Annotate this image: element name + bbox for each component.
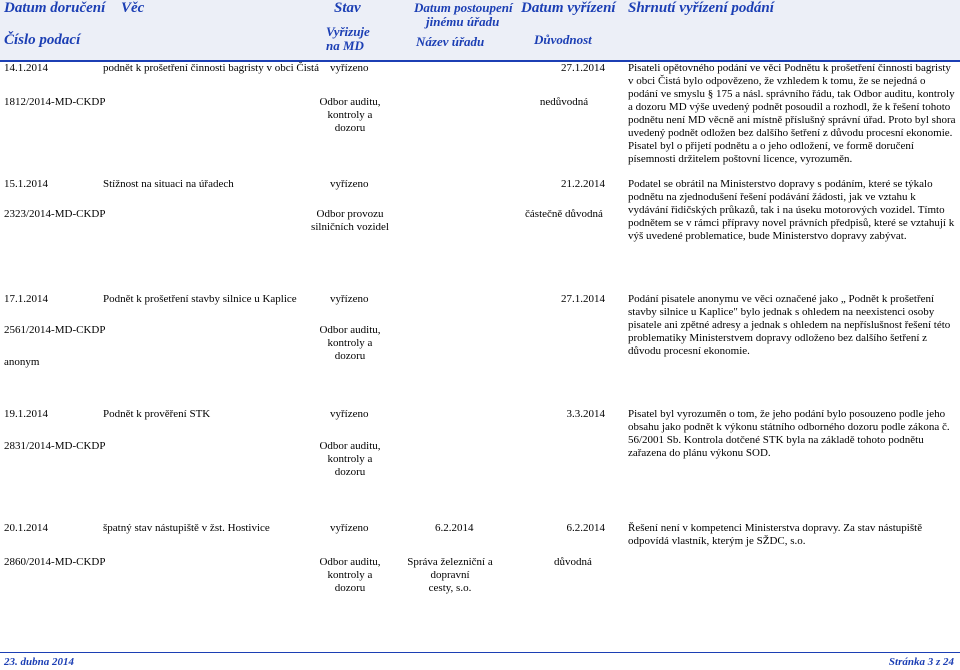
header-vyrizuje: Vyřizuje xyxy=(326,24,370,39)
shrnuti xyxy=(628,408,956,460)
stav: vyřízeno xyxy=(330,62,369,74)
cislo-podaci: 2561/2014-MD-CKDP xyxy=(4,324,106,336)
header-datum-postoupeni: Datum postoupení xyxy=(414,0,513,15)
shrnuti-paragraph: Podání pisatele anonymu ve věci označené jako „ Podnět k prošetření stavby silnice u Kaplice" bylo jednak s ohledem na neexistenci osoby pisatele ani zpětné adresy a jednak s ohledem na nepříslušnost řešení této problematiky Ministerstvem dopravy odloženo bez dalšího šetření z důvodu procesní ekonomie. xyxy=(628,293,951,357)
datum-vyrizeni: 21.2.2014 xyxy=(561,178,605,190)
vyrizuje xyxy=(305,556,395,595)
header-shrnuti: Shrnutí vyřízení podání xyxy=(628,0,774,16)
vyrizuje-line: kontroly a xyxy=(327,569,373,581)
shrnuti-paragraph: Podatel se obrátil na Ministerstvo dopravy s podáním, které se týkalo podnětu na zjednodušení řešení podávání žádosti, jak ve vztahu k vydávání řidičských průkazů, tak i na úseku motorových vozidel. Tímto podnětem se v rámci přípravy novel právních předpisů, které se vztahují k výš uvedené problematice, bude Ministerstvo dopravy zabývat. xyxy=(628,178,955,242)
cislo-podaci: 1812/2014-MD-CKDP xyxy=(4,96,106,108)
vyrizuje-line: silničních vozidel xyxy=(311,221,389,233)
stav: vyřízeno xyxy=(330,408,369,420)
vec: podnět k prošetření činnosti bagristy v obci Čistá xyxy=(103,62,319,74)
table-header xyxy=(0,0,960,60)
header-stav: Stav xyxy=(334,0,361,16)
header-datum-vyrizeni: Datum vyřízení xyxy=(521,0,616,16)
vyrizuje-line: kontroly a xyxy=(327,453,373,465)
vyrizuje-line: dozoru xyxy=(334,466,366,478)
vyrizuje-line: kontroly a xyxy=(327,337,373,349)
stav: vyřízeno xyxy=(330,178,369,190)
urad-line: Správa železniční a dopravní xyxy=(407,556,493,581)
datum-vyrizeni: 3.3.2014 xyxy=(566,408,605,420)
vyrizuje-line: dozoru xyxy=(334,582,366,594)
datum-postoupeni: 6.2.2014 xyxy=(435,522,474,534)
vyrizuje-line: dozoru xyxy=(334,350,366,362)
header-cislo-podaci: Číslo podací xyxy=(4,32,81,48)
header-duvodnost: Důvodnost xyxy=(534,32,592,47)
header-na-md: na MD xyxy=(326,38,364,53)
stav: vyřízeno xyxy=(330,522,369,534)
vyrizuje-line: kontroly a xyxy=(327,109,373,121)
shrnuti-paragraph: Pisatel byl o přijetí podnětu a o jeho odložení, ve formě doručení písemnosti držitelem poštovní licence, vyrozuměn. xyxy=(628,140,914,165)
vec: Podnět k prověření STK xyxy=(103,408,211,420)
shrnuti xyxy=(628,293,956,358)
cislo-podaci: 2860/2014-MD-CKDP xyxy=(4,556,106,568)
vyrizuje xyxy=(305,208,395,234)
duvodnost: částečně důvodná xyxy=(525,208,603,220)
pisatel: anonym xyxy=(4,356,40,368)
header-nazev-uradu: Název úřadu xyxy=(416,34,485,49)
datum-vyrizeni: 27.1.2014 xyxy=(561,62,605,74)
vyrizuje-line: Odbor provozu xyxy=(316,208,384,220)
nazev-uradu xyxy=(390,556,510,595)
footer-divider xyxy=(0,652,960,653)
shrnuti xyxy=(628,178,956,243)
vec: špatný stav nástupiště v žst. Hostivice xyxy=(103,522,270,534)
datum-vyrizeni: 6.2.2014 xyxy=(566,522,605,534)
footer-page-number: Stránka 3 z 24 xyxy=(888,656,954,668)
vyrizuje xyxy=(305,440,395,479)
datum-doruceni: 19.1.2014 xyxy=(4,408,48,420)
datum-doruceni: 20.1.2014 xyxy=(4,522,48,534)
datum-doruceni: 17.1.2014 xyxy=(4,293,48,305)
datum-doruceni: 14.1.2014 xyxy=(4,62,48,74)
shrnuti-paragraph: Pisateli opětovného podání ve věci Podnětu k prošetření činnosti bagristy v obci Čistá bylo odpovězeno, že vzhledem k tomu, že se nejedná o podání ve smyslu § 175 a násl. správního řádu, tak Odbor auditu, kontroly a dozoru MD výše uvedený podnět posoudil a rozhodl, že k řešení tohoto podnětu není MD věcně ani místně příslušný správní úřad. Proto byl shora uvedený podnět odložen bez dalšího šetření z důvodu procesní ekonomie. xyxy=(628,62,956,139)
vyrizuje-line: Odbor auditu, xyxy=(319,556,381,568)
datum-vyrizeni: 27.1.2014 xyxy=(561,293,605,305)
vec: Podnět k prošetření stavby silnice u Kaplice xyxy=(103,293,297,305)
footer-date: 23. dubna 2014 xyxy=(4,656,74,668)
vyrizuje-line: Odbor auditu, xyxy=(319,324,381,336)
vyrizuje-line: Odbor auditu, xyxy=(319,440,381,452)
vyrizuje-line: Odbor auditu, xyxy=(319,96,381,108)
vyrizuje-line: dozoru xyxy=(334,122,366,134)
duvodnost: nedůvodná xyxy=(539,96,589,108)
shrnuti-paragraph: Pisatel byl vyrozuměn o tom, že jeho podání bylo posouzeno podle jeho obsahu jako podnět k výkonu státního odborného dozoru podle zákona č. 56/2001 Sb. Kontrola dotčené STK byla na základě tohoto podnětu zařazena do plánu výkonu SOD. xyxy=(628,408,950,459)
shrnuti-paragraph: Řešení není v kompetenci Ministerstva dopravy. Za stav nástupiště odpovídá vlastník, kterým je SŽDC, s.o. xyxy=(628,522,923,547)
header-vec: Věc xyxy=(121,0,145,16)
vyrizuje xyxy=(305,96,395,135)
duvodnost: důvodná xyxy=(554,556,592,568)
stav: vyřízeno xyxy=(330,293,369,305)
shrnuti xyxy=(628,62,956,166)
vyrizuje xyxy=(305,324,395,363)
datum-doruceni: 15.1.2014 xyxy=(4,178,48,190)
shrnuti xyxy=(628,522,956,548)
header-datum-doruceni: Datum doručení xyxy=(4,0,106,16)
header-jinemu-uradu: jinému úřadu xyxy=(426,14,500,29)
cislo-podaci: 2323/2014-MD-CKDP xyxy=(4,208,106,220)
cislo-podaci: 2831/2014-MD-CKDP xyxy=(4,440,106,452)
vec: Stížnost na situaci na úřadech xyxy=(103,178,234,190)
urad-line: cesty, s.o. xyxy=(428,582,472,594)
